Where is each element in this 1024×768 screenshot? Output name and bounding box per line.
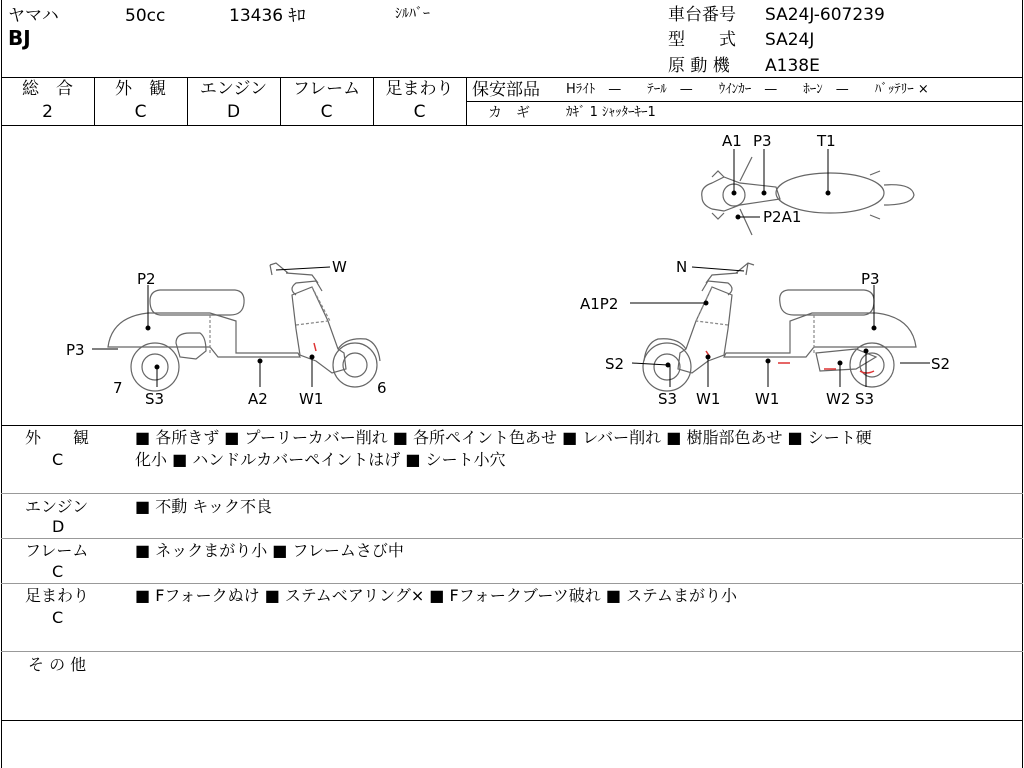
mileage: 13436 ｷﾛ [229,6,306,26]
grade-label: エンジン [199,79,268,99]
grade-table-top [1,77,1023,78]
label-left-p2: P2 [137,270,156,288]
label-top-a1: A1 [722,132,742,150]
key-value: ｶｷﾞ 1 ｼｬｯﾀｰｷｰ1 [566,105,656,120]
label-right-s2-right: S2 [931,355,951,373]
type-label: 型 式 [668,30,736,50]
safety-divider [466,101,1023,102]
label-left-6: 6 [377,379,387,397]
diagram-bottom [1,425,1023,426]
grade-value: 2 [42,102,53,122]
label-right-w1-b: W1 [755,390,780,408]
label-right-s3-right: S3 [855,390,875,408]
remark-grade: C [52,450,64,469]
remark-label: 足まわり [25,586,90,605]
remark-label: エンジン [25,497,89,516]
displacement: 50cc [125,6,166,26]
label-right-w2: W2 [826,390,851,408]
remark-grade: C [52,562,64,581]
remark-text: ■ 各所きず ■ プーリーカバー削れ ■ 各所ペイント色あせ ■ レバー削れ ■ 樹脂部色あせ ■ シート硬 [135,428,872,447]
grade-value: C [413,102,426,122]
remark-text: ■ Fフォークぬけ ■ ステムベアリング× ■ Fフォークブーツ破れ ■ ステムまがり小 [135,586,737,605]
label-left-w1: W1 [299,390,324,408]
remark-divider [1,538,1023,539]
grade-label: 足まわり [385,79,454,99]
label-top-p2a1: P2A1 [763,208,802,226]
label-right-s2-left: S2 [605,355,625,373]
remark-divider [1,493,1023,494]
type-value: SA24J [765,30,815,50]
label-top-t1: T1 [817,132,836,150]
label-top-p3: P3 [753,132,772,150]
grade-label: 総 合 [22,79,73,99]
grade-value: C [134,102,147,122]
grade-value: D [226,102,241,122]
grade-value: C [320,102,333,122]
remark-grade: D [52,517,65,536]
engine-label: 原 動 機 [668,56,730,76]
model-name: BJ [8,26,31,50]
label-left-7: 7 [113,379,123,397]
label-right-s3-left: S3 [658,390,678,408]
label-right-n: N [676,258,688,276]
label-left-a2: A2 [248,390,268,408]
label-left-w: W [332,258,347,276]
maker: ヤマハ [8,6,59,26]
remark-bottom [1,720,1023,721]
label-right-a1p2: A1P2 [580,295,619,313]
grade-label: フレーム [292,79,361,99]
remark-label: フレーム [25,541,89,560]
body-color: ｼﾙﾊﾞｰ [395,6,430,22]
remark-divider [1,583,1023,584]
remark-grade: C [52,608,64,627]
label-right-w1-a: W1 [696,390,721,408]
remark-label: そ の 他 [28,655,87,674]
engine-value: A138E [765,56,820,76]
safety-label: 保安部品 [472,80,540,100]
remark-label: 外 観 [25,428,90,447]
chassis-label: 車台番号 [668,5,736,25]
label-left-s3: S3 [145,390,165,408]
label-right-p3: P3 [861,270,880,288]
safety-items: Hﾗｲﾄ — ﾃｰﾙ — ｳｲﾝｶｰ — ﾎｰﾝ — ﾊﾞｯﾃﾘｰ × [566,82,929,97]
remark-text: ■ ネックまがり小 ■ フレームさび中 [135,541,404,560]
remark-divider [1,651,1023,652]
remark-text: ■ 不動 キック不良 [135,497,272,516]
label-left-p3: P3 [66,341,85,359]
grade-label: 外 観 [115,79,166,99]
remark-text: 化小 ■ ハンドルカバーペイントはげ ■ シート小穴 [135,450,506,469]
chassis-number: SA24J-607239 [765,5,885,25]
key-label: カ ギ [488,105,530,121]
